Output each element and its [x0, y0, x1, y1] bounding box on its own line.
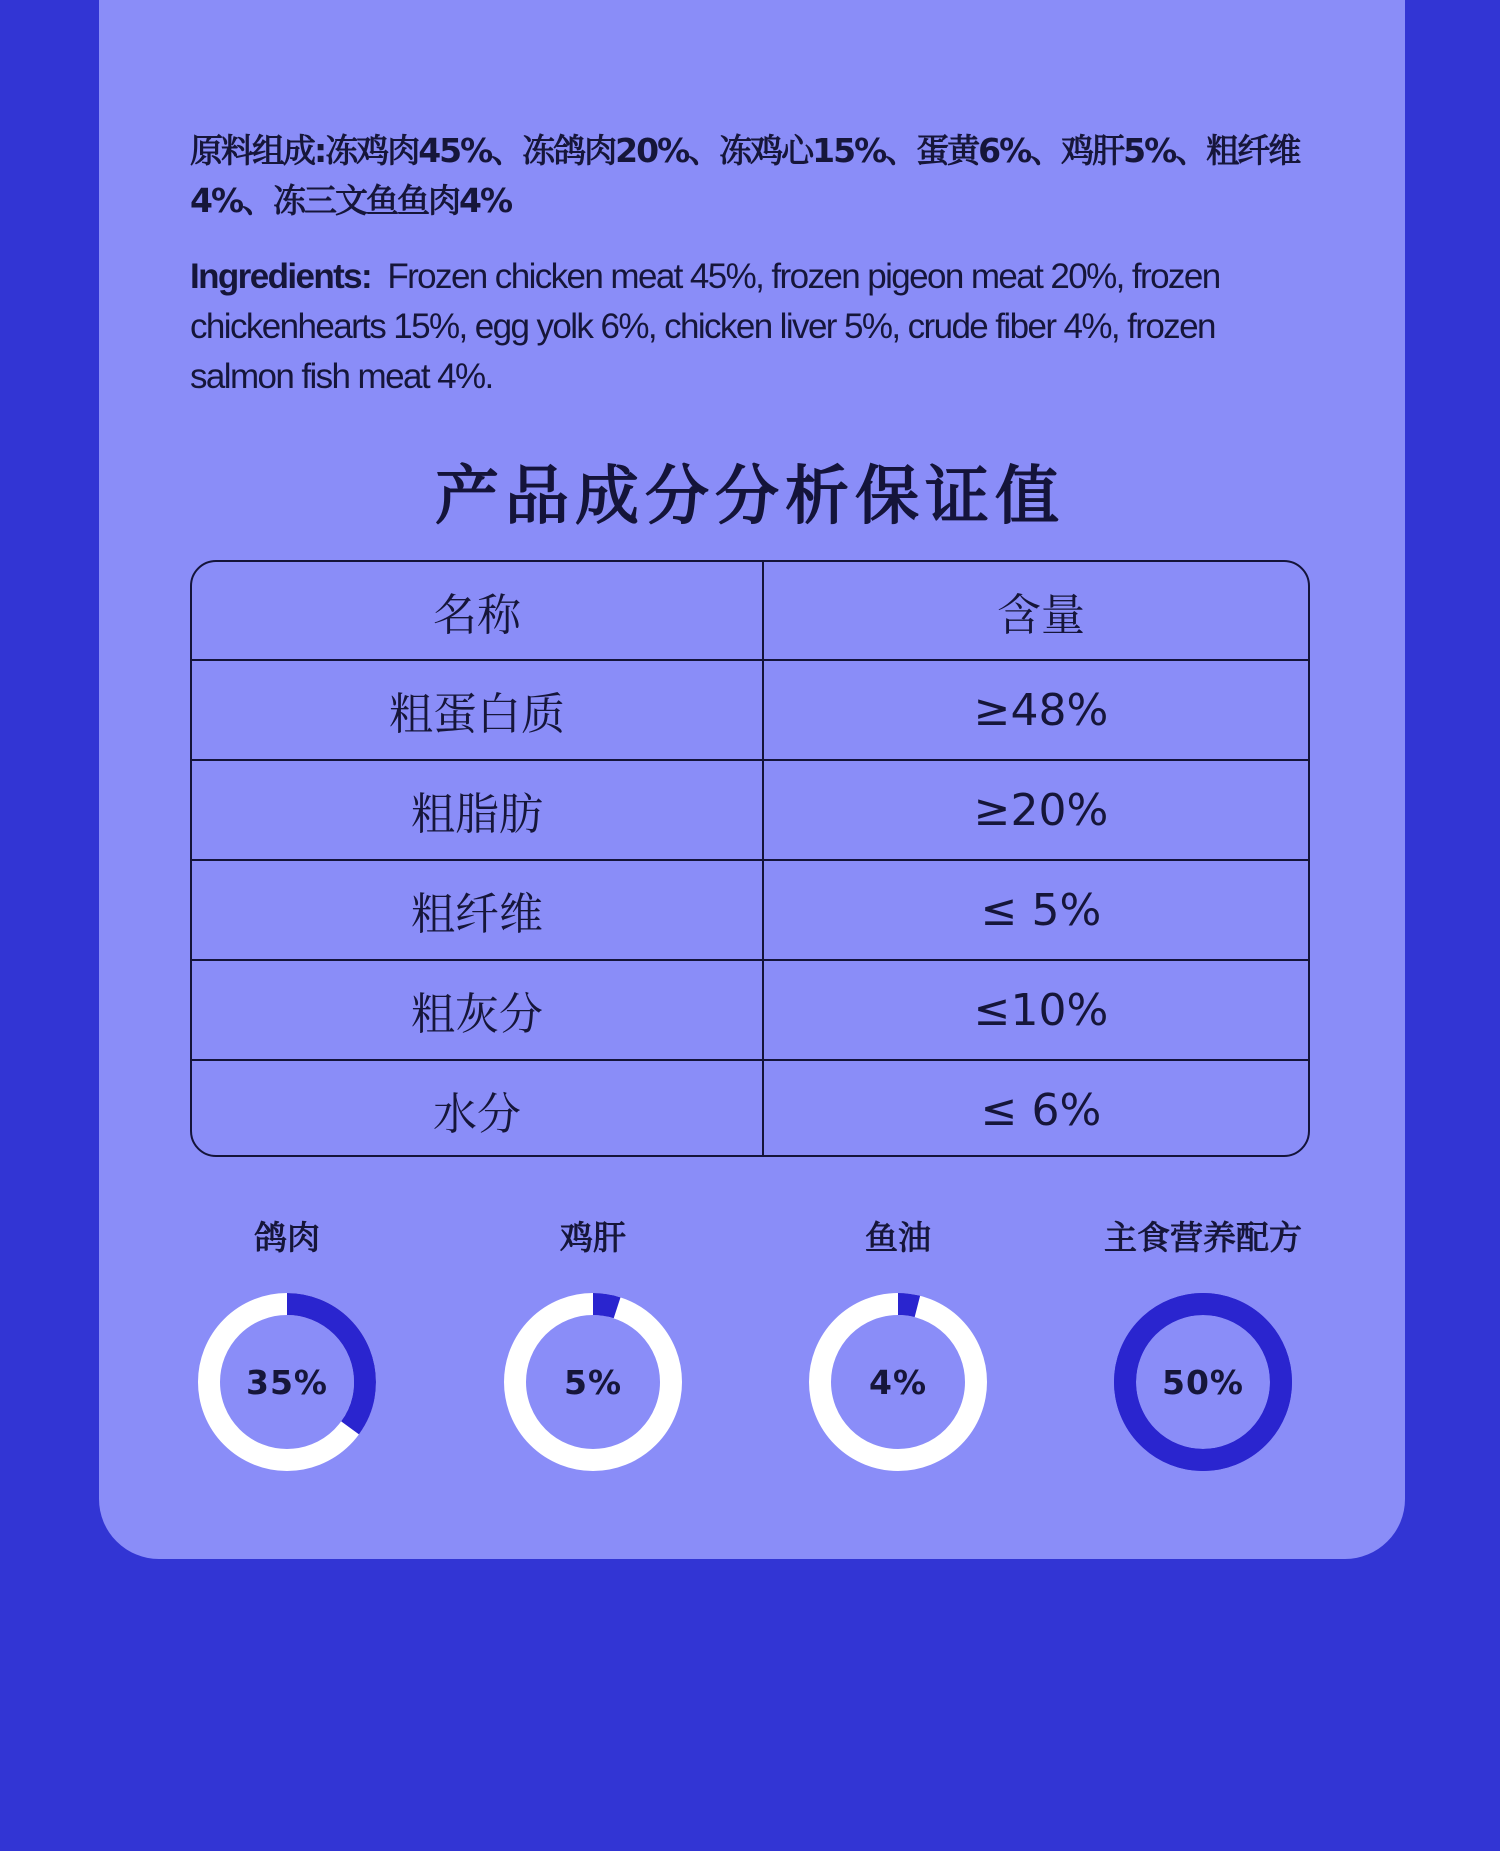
table-cell-value: ≤10%	[973, 984, 1109, 1036]
nutrient-label: 鸡肝	[560, 1218, 626, 1257]
nutrient-percent: 5%	[563, 1362, 623, 1402]
table-cell-name: 水分	[192, 1061, 764, 1157]
table-cell-name: 粗脂肪	[192, 761, 764, 859]
table-row	[192, 659, 1308, 759]
analysis-table	[190, 560, 1310, 1157]
table-row	[192, 759, 1308, 859]
nutrient-label: 鸽肉	[254, 1218, 320, 1257]
table-header-row	[192, 562, 1308, 659]
ingredients-en	[190, 252, 1320, 402]
table-cell-value: ≥48%	[973, 684, 1109, 736]
table-cell-name: 粗灰分	[192, 961, 764, 1059]
ingredients-en-text: Frozen chicken meat 45%, frozen pigeon meat 20%, frozen chickenhearts 15%, egg yolk 6%, chicken liver 5%, crude fiber 4%, frozen salmon fish meat 4%.	[190, 257, 1220, 396]
nutrient-label: 鱼油	[865, 1218, 931, 1257]
table-cell-name: 粗蛋白质	[192, 661, 764, 759]
table-cell-value: ≤ 6%	[980, 1084, 1102, 1136]
ingredients-en-label: Ingredients:	[190, 257, 372, 296]
analysis-title: 产品成分分析保证值	[435, 460, 1065, 534]
nutrient-pigeon	[157, 1210, 417, 1490]
ingredients-cn: 原料组成:冻鸡肉45%、冻鸽肉20%、冻鸡心15%、蛋黄6%、鸡肝5%、粗纤维4%、冻三文鱼鱼肉4%	[190, 131, 1300, 220]
nutrient-percent: 4%	[868, 1362, 928, 1402]
table-header-name: 名称	[192, 562, 764, 659]
nutrient-label: 主食营养配方	[1104, 1218, 1302, 1257]
table-row	[192, 959, 1308, 1059]
table-header-value: 含量	[997, 589, 1085, 641]
table-cell-value: ≥20%	[973, 784, 1109, 836]
table-row	[192, 1059, 1308, 1157]
table-cell-value: ≤ 5%	[980, 884, 1102, 936]
nutrient-chicken-liver	[463, 1210, 723, 1490]
nutrient-percent: 35%	[246, 1362, 328, 1402]
nutrient-percent: 50%	[1162, 1362, 1244, 1402]
nutrient-fish-oil	[768, 1210, 1028, 1490]
table-cell-name: 粗纤维	[192, 861, 764, 959]
nutrient-staple-formula	[1073, 1210, 1333, 1490]
table-row	[192, 859, 1308, 959]
